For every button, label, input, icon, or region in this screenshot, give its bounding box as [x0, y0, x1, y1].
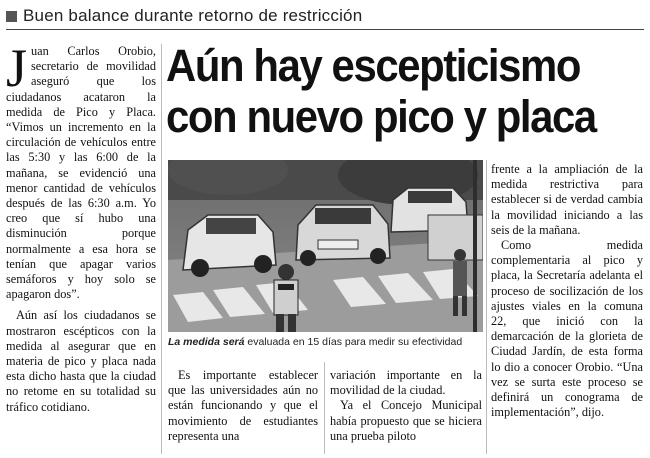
- column-divider: [486, 160, 487, 454]
- paragraph: variación importante en la movilidad de la ciudad.: [330, 368, 482, 398]
- article-column-4: [330, 368, 482, 444]
- paragraph: Ya el Concejo Municipal había propuesto que se hiciera una prueba piloto: [330, 398, 482, 443]
- paragraph: Es importante establecer que las universidades aún no están funcionando y que el movimiento de estudiantes representa una: [168, 368, 318, 443]
- drop-cap: J: [6, 38, 28, 98]
- column-divider: [324, 362, 325, 454]
- caption-text: evaluada en 15 días para medir su efectividad: [244, 336, 463, 348]
- paragraph-text: uan Carlos Orobio, secretario de movilidad aseguró que los ciudadanos acataron la medida de Pico y Placa. “Vimos un incremento en la circulación de vehículos entre las 5:30 y las 6:00 de la mañana, se evidenció una menor cantidad de vehículos después de las 6:30 a.m. Yo creo que sí hubo una disminución porque normalmente a esa hora se tenían que apagar varios semáforos y hoy solo se apagaron dos”.: [6, 44, 156, 302]
- kicker-square-icon: [6, 11, 17, 22]
- headline-line-2: con nuevo pico y placa: [166, 91, 596, 142]
- article-column-1: [6, 38, 156, 415]
- paragraph: Como medida complementaria al pico y placa, la Secretaría adelanta el proceso de socilización de los ajustes viales en la comuna 22, que inició con la demarcación de la glorieta de Ciudad Jardín, de esta forma lo dio a conocer Orobio. “Una vez se surta este proceso se definirá un conograma de implementación”, dijo.: [491, 238, 643, 420]
- photo-caption: [168, 336, 483, 348]
- headline-line-1: Aún hay escepticismo: [166, 40, 581, 91]
- headline: [166, 40, 612, 142]
- street-scene-image: [168, 160, 483, 332]
- kicker-text: Buen balance durante retorno de restricción: [23, 6, 363, 25]
- kicker-rule: [6, 29, 644, 30]
- column-divider: [161, 44, 162, 454]
- article-column-3: [168, 368, 318, 444]
- paragraph: Aún así los ciudadanos se mostraron escépticos con la medida al asegurar que en materia de pico y placa nada esta dicho hasta que la ciudad no retome en su totalidad su tráfico cotidiano.: [6, 308, 156, 414]
- article-column-5: [491, 162, 643, 420]
- paragraph: frente a la ampliación de la medida restrictiva para establecer si de verdad cambia la movilidad iniciando a las seis de la mañana.: [491, 162, 643, 237]
- section-kicker: [6, 5, 362, 27]
- caption-bold: La medida será: [168, 336, 245, 348]
- paragraph: [6, 38, 156, 302]
- news-photo: [168, 160, 483, 332]
